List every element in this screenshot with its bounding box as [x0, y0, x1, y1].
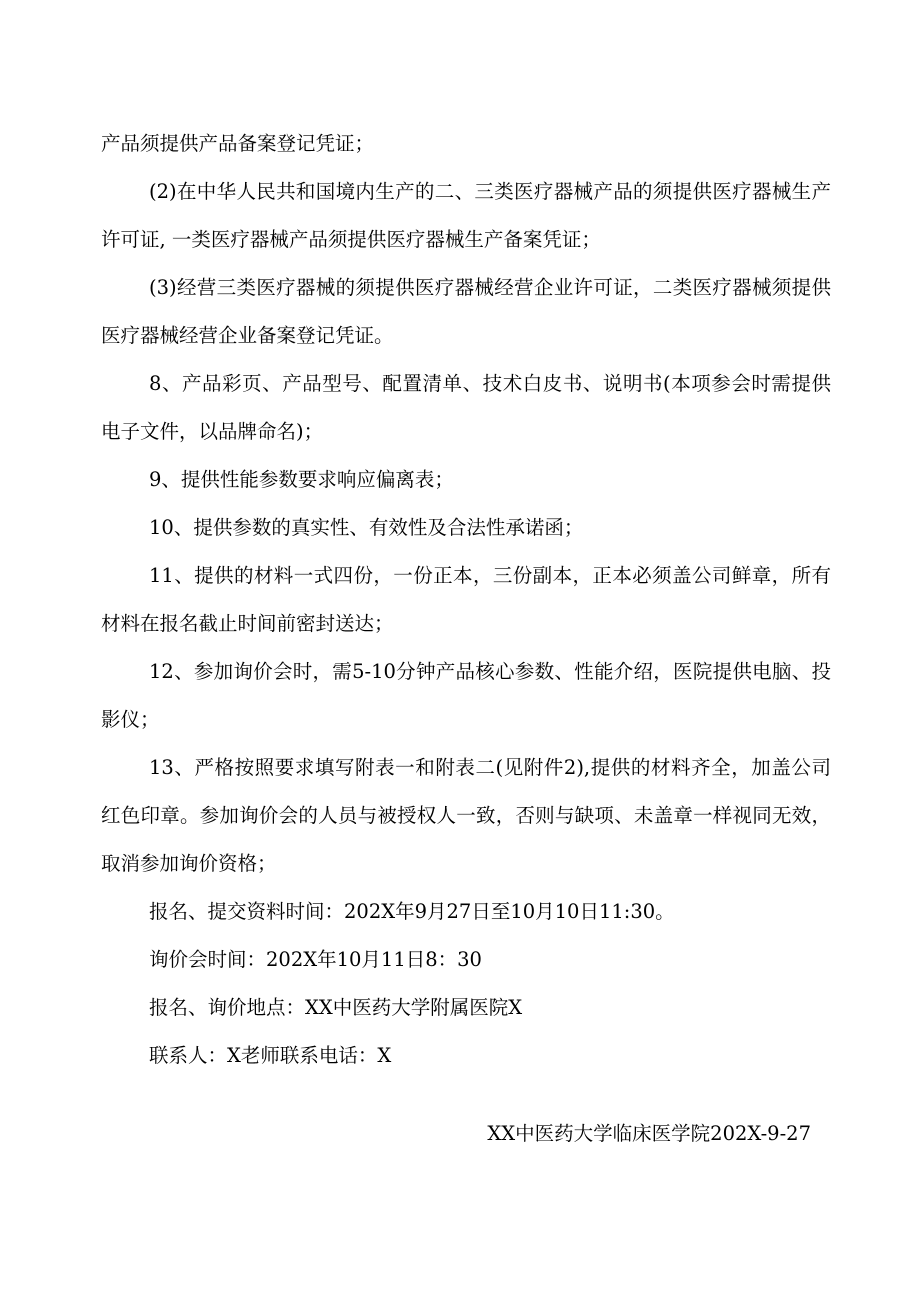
location: 报名、询价地点：XX中医药大学附属医院X [149, 996, 523, 1019]
signature-line: XX中医药大学临床医学院202X-9-27 [487, 1122, 811, 1145]
paragraph-item-3: (3)经营三类医疗器械的须提供医疗器械经营企业许可证，二类医疗器械须提供医疗器械经营企业备案登记凭证。 [101, 276, 831, 347]
paragraph-item-10: 10、提供参数的真实性、有效性及合法性承诺函； [149, 516, 584, 539]
paragraph-item-8: 8、产品彩页、产品型号、配置清单、技术白皮书、说明书(本项参会时需提供电子文件，以品牌命名)； [101, 372, 831, 443]
paragraph-item-2: (2)在中华人民共和国境内生产的二、三类医疗器械产品的须提供医疗器械生产许可证, 一类医疗器械产品须提供医疗器械生产备案凭证； [101, 180, 831, 251]
paragraph-item-12: 12、参加询价会时，需5-10分钟产品核心参数、性能介绍，医院提供电脑、投影仪； [101, 660, 831, 731]
paragraph-item-11: 11、提供的材料一式四份，一份正本，三份副本，正本必须盖公司鲜章，所有材料在报名截止时间前密封送达； [101, 564, 831, 635]
inquiry-time: 询价会时间：202X年10月11日8：30 [149, 948, 482, 971]
document-body [101, 120, 831, 1080]
registration-time: 报名、提交资料时间：202X年9月27日至10月10日11:30。 [149, 900, 675, 923]
paragraph-continuation: 产品须提供产品备案登记凭证； [101, 132, 375, 155]
paragraph-item-9: 9、提供性能参数要求响应偏离表； [149, 468, 454, 491]
paragraph-item-13: 13、严格按照要求填写附表一和附表二(见附件2),提供的材料齐全，加盖公司红色印章。参加询价会的人员与被授权人一致，否则与缺项、未盖章一样视同无效，取消参加询价资格； [101, 756, 831, 875]
contact: 联系人：X老师联系电话：X [149, 1044, 392, 1067]
